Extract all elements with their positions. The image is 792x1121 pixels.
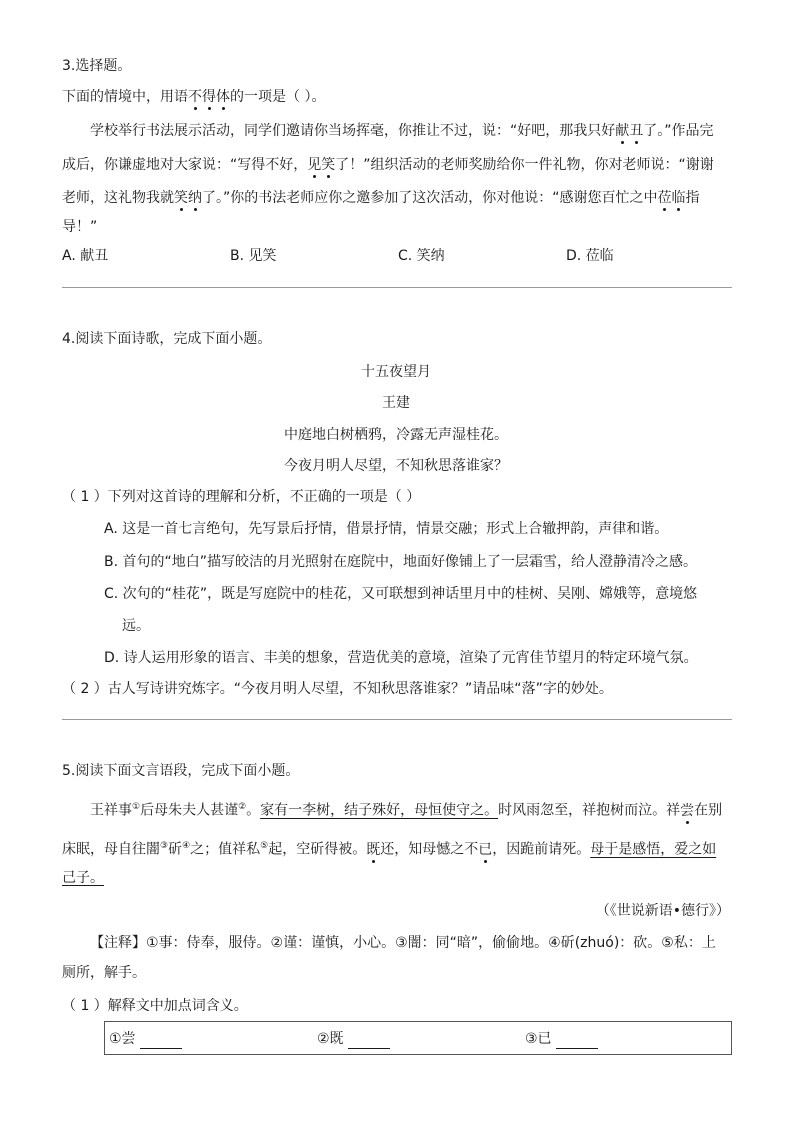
emphasis-char: 笑	[321, 157, 336, 173]
emphasis-char: 不	[188, 89, 202, 105]
underlined-sentence: 己子。	[62, 870, 104, 886]
dotted-word-yi: 已	[478, 841, 493, 858]
q3-passage-line-1: 学校举行书法展示活动，同学们邀请你当场挥毫，你推让不过，说：“好吧，那我只好献丑了。”作品完	[90, 123, 714, 139]
emphasis-char: 莅	[657, 190, 672, 206]
underlined-sentence: 家有一李树，结子殊好，母恒使守之。	[260, 802, 499, 819]
q3-passage-line-2: 成后，你谦虚地对大家说：“写得不好，见笑了！”组织活动的老师奖励给你一件礼物，你对老师说：“谢谢	[62, 157, 714, 173]
q5-passage-line-1: 王祥事①后母朱夫人甚谨②。家有一李树，结子殊好，母恒使守之。时风雨忽至，祥抱树而泣。祥尝在别	[90, 802, 723, 819]
poem-author: 王建	[382, 395, 410, 411]
dotted-word-lilin	[658, 190, 686, 206]
emphasis-char: 笑	[174, 190, 188, 206]
answer-field-3[interactable]: ③已	[525, 1029, 598, 1049]
emphasis-char: 献	[615, 123, 630, 139]
q4-option-a[interactable]: A. 这是一首七言绝句，先写景后抒情，借景抒情，情景交融；形式上合辙押韵，声律和谐。	[104, 521, 669, 537]
dotted-word-chang: 尝	[680, 802, 695, 819]
divider	[62, 719, 732, 720]
poem-line-2: 今夜月明人尽望，不知秋思落谁家？	[284, 458, 508, 474]
poem-title: 十五夜望月	[361, 364, 431, 380]
blank-line[interactable]	[140, 1034, 182, 1049]
q3-option-d[interactable]: D. 莅临	[566, 248, 614, 264]
underlined-sentence: 母于是感悟，爱之如	[590, 841, 717, 858]
q5-notes: 【注释】①事：侍奉，服侍。②谨：谨慎，小心。③闇：同“暗”，偷偷地。④斫(zhuó)：砍。⑤私：上	[90, 935, 716, 951]
q3-stem-emphasis	[188, 89, 230, 105]
q3-stem: 下面的情境中，用语不得体的一项是（ ）。	[62, 89, 326, 105]
emphasis-char: 见	[307, 157, 322, 173]
q4-option-c[interactable]: C. 次句的“桂花”，既是写庭院中的桂花，又可联想到神话里月中的桂树、吴刚、嫦娥等，意境悠	[104, 586, 698, 602]
q3-title: 3.选择题。	[62, 58, 132, 74]
q5-passage-line-2: 床眠，母自往闇③斫④之；值祥私⑤起，空斫得被。既还，知母憾之不已，因跪前请死。母于是感悟，爱之如	[62, 841, 717, 858]
q3-option-c[interactable]: C. 笑纳	[398, 248, 445, 264]
q3-passage-line-3: 老师，这礼物我就笑纳了。”你的书法老师应你之邀参加了这次活动，你对他说：“感谢您百忙之中莅临指	[62, 190, 700, 206]
dotted-word-xiaona	[174, 190, 202, 206]
q5-notes-continued: 厕所，解手。	[62, 965, 146, 981]
blank-line[interactable]	[556, 1034, 598, 1049]
q4-option-c-continued: 远。	[122, 618, 150, 634]
emphasis-char: 体	[216, 89, 230, 105]
q3-option-a[interactable]: A. 献丑	[62, 248, 109, 264]
divider	[62, 287, 732, 288]
emphasis-char: 纳	[188, 190, 202, 206]
emphasis-char: 临	[671, 190, 686, 206]
q4-sub-question-1: （ 1 ）下列对这首诗的理解和分析，不正确的一项是（ ）	[62, 489, 421, 505]
dotted-word-xianchou	[615, 123, 643, 139]
q3-option-b[interactable]: B. 见笑	[230, 248, 277, 264]
q5-sub-question-1: （ 1 ）解释文中加点词含义。	[62, 998, 248, 1014]
answer-box	[104, 1021, 732, 1055]
emphasis-char: 丑	[629, 123, 644, 139]
q4-title: 4.阅读下面诗歌，完成下面小题。	[62, 331, 272, 347]
q4-sub-question-2: （ 2 ）古人写诗讲究炼字。“今夜月明人尽望，不知秋思落谁家？”请品味“落”字的妙处。	[62, 681, 613, 697]
q5-title: 5.阅读下面文言语段，完成下面小题。	[62, 763, 300, 779]
q4-option-b[interactable]: B. 首句的“地白”描写皎洁的月光照射在庭院中，地面好像铺上了一层霜雪，给人澄静清冷之感。	[104, 554, 698, 570]
q4-option-d[interactable]: D. 诗人运用形象的语言、丰美的想象，营造优美的意境，渲染了元宵佳节望月的特定环境气氛。	[104, 650, 698, 666]
answer-field-1[interactable]: ①尝	[109, 1029, 182, 1049]
dotted-word-ji: 既	[366, 841, 381, 858]
q5-source: （《世说新语•德行》）	[595, 903, 730, 919]
answer-field-2[interactable]: ②既	[317, 1029, 390, 1049]
poem-line-1: 中庭地白树栖鸦，冷露无声湿桂花。	[284, 427, 508, 443]
blank-line[interactable]	[348, 1034, 390, 1049]
q5-passage-line-3	[62, 868, 104, 888]
dotted-word-jianxiao	[307, 157, 335, 173]
emphasis-char: 得	[202, 89, 216, 105]
q3-passage-line-4: 导！”	[62, 219, 98, 235]
